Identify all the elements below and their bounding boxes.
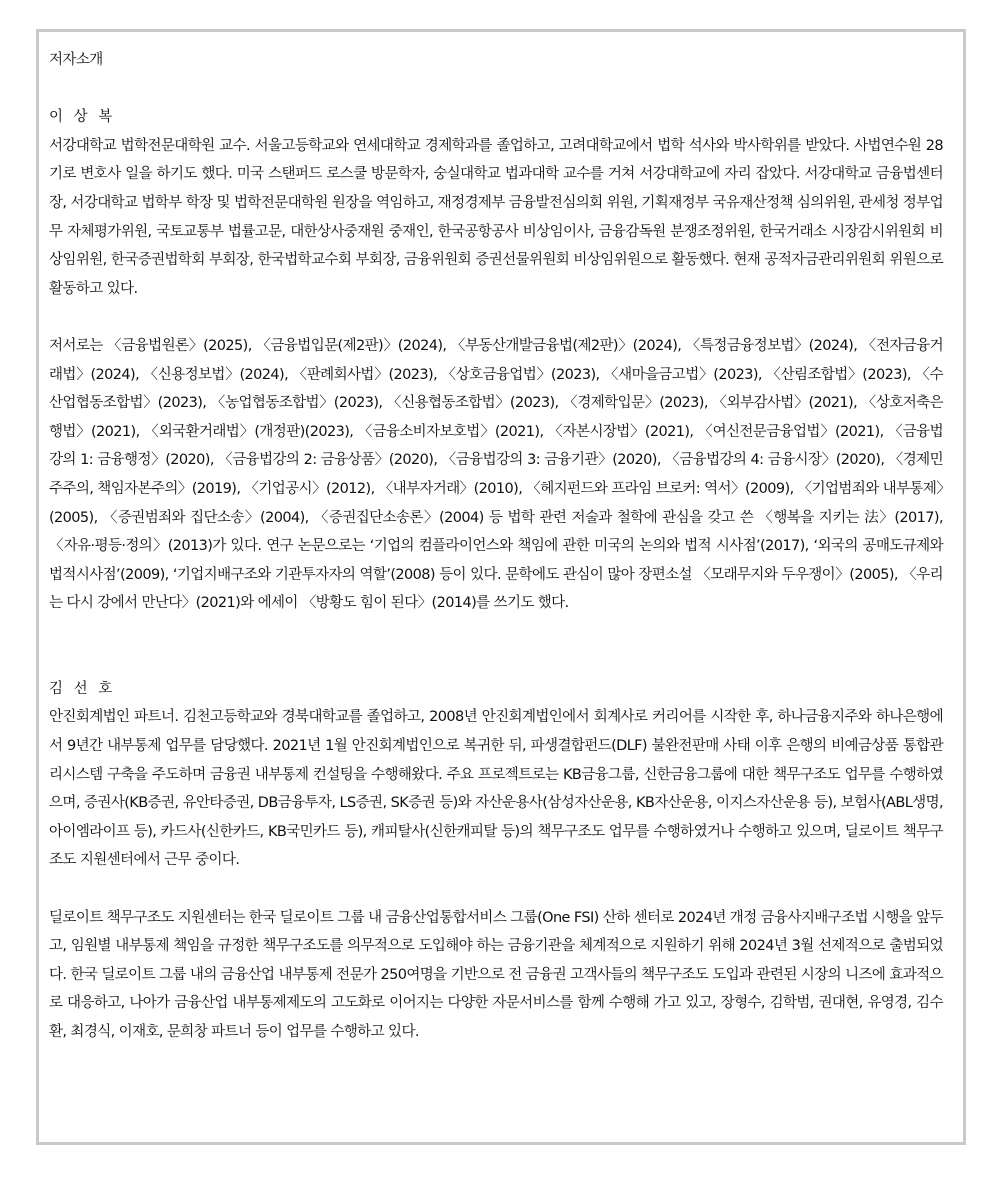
section-heading: 저자소개 <box>49 52 103 68</box>
deloitte-center-description: 딜로이트 책무구조도 지원센터는 한국 딜로이트 그룹 내 금융산업통합서비스 그룹(One FSI) 산하 센터로 2024년 개정 금융사지배구조법 시행을 앞두고, 임원별 내부통제 책임을 규정한 책무구조도를 의무적으로 도입해야 하는 금융기관을 체계적으로 지원하기 위해 2024년 3월 선제적으로 출범되었다. 한국 딜로이트 그룹 내의 금융산업 내부통제 전문가 250여명을 기반으로 전 금융권 고객사들의 책무구조도 도입과 관련된 시장의 니즈에 효과적으로 대응하고, 나아가 금융산업 내부통제제도의 고도화로 이어지는 다양한 자문서비스를 함께 수행해 가고 있고, 장형수, 김학범, 권대현, 유영경, 김수환, 최경식, 이재호, 문희창 파트너 등이 업무를 수행하고 있다. <box>49 909 943 1040</box>
author-name-kim: 김 선 호 <box>49 680 116 697</box>
author-intro-content <box>49 46 943 1047</box>
author-lee-bio: 서강대학교 법학전문대학원 교수. 서울고등학교와 연세대학교 경제학과를 졸업하고, 고려대학교에서 법학 석사와 박사학위를 받았다. 사법연수원 28기로 변호사 일을 하기도 했다. 미국 스탠퍼드 로스쿨 방문학자, 숭실대학교 법과대학 교수를 거쳐 서강대학교에 자리 잡았다. 서강대학교 금융법센터장, 서강대학교 법학부 학장 및 법학전문대학원 원장을 역임하고, 재정경제부 금융발전심의회 위원, 기획재정부 국유재산정책 심의위원, 관세청 정부업무 자체평가위원, 국토교통부 법률고문, 대한상사중재원 중재인, 한국공항공사 비상임이사, 금융감독원 분쟁조정위원, 한국거래소 시장감시위원회 비상임위원, 한국증권법학회 부회장, 한국법학교수회 부회장, 금융위원회 증권선물위원회 비상임위원으로 활동했다. 현재 공적자금관리위원회 위원으로 활동하고 있다. <box>49 137 943 297</box>
spacer <box>49 75 943 104</box>
author-kim-bio: 안진회계법인 파트너. 김천고등학교와 경북대학교를 졸업하고, 2008년 안진회계법인에서 회계사로 커리어를 시작한 후, 하나금융지주와 하나은행에서 9년간 내부통제 업무를 담당했다. 2021년 1월 안진회계법인으로 복귀한 뒤, 파생결합펀드(DLF) 불완전판매 사태 이후 은행의 비예금상품 통합관리시스템 구축을 주도하며 금융권 내부통제 컨설팅을 수행해왔다. 주요 프로젝트로는 KB금융그룹, 신한금융그룹에 대한 책무구조도 업무를 수행하였으며, 증권사(KB증권, 유안타증권, DB금융투자, LS증권, SK증권 등)와 자산운용사(삼성자산운용, KB자산운용, 이지스자산운용 등), 보험사(ABL생명, 아이엠라이프 등), 카드사(신한카드, KB국민카드 등), 캐피탈사(신한캐피탈 등)의 책무구조도 업무를 수행하였거나 수행하고 있으며, 딜로이트 책무구조도 지원센터에서 근무 중이다. <box>49 709 943 869</box>
spacer <box>49 303 943 332</box>
spacer <box>49 618 943 675</box>
author-lee-works: 저서로는 〈금융법원론〉(2025), 〈금융법입문(제2판)〉(2024), 〈부동산개발금융법(제2판)〉(2024), 〈특정금융정보법〉(2024), 〈전자금융거래법〉(2024), 〈신용정보법〉(2024), 〈판례회사법〉(2023), 〈상호금융업법〉(2023), 〈새마을금고법〉(2023), 〈산림조합법〉(2023), 〈수산업협동조합법〉(2023), 〈농업협동조합법〉(2023), 〈신용협동조합법〉(2023), 〈경제학입문〉(2023), 〈외부감사법〉(2021), 〈상호저축은행법〉(2021), 〈외국환거래법〉(개정판)(2023), 〈금융소비자보호법〉(2021), 〈자본시장법〉(2021), 〈여신전문금융업법〉(2021), 〈금융법강의 1: 금융행정〉(2020), 〈금융법강의 2: 금융상품〉(2020), 〈금융법강의 3: 금융기관〉(2020), 〈금융법강의 4: 금융시장〉(2020), 〈경제민주주의, 책임자본주의〉(2019), 〈기업공시〉(2012), 〈내부자거래〉(2010), 〈헤지펀드와 프라임 브로커: 역서〉(2009), 〈기업범죄와 내부통제〉(2005), 〈증권범죄와 집단소송〉(2004), 〈증권집단소송론〉(2004) 등 법학 관련 저술과 철학에 관심을 갖고 쓴 〈행복을 지키는 法〉(2017), 〈자유·평등·정의〉(2013)가 있다. 연구 논문으로는 ‘기업의 컴플라이언스와 책임에 관한 미국의 논의와 법적 시사점’(2017), ‘외국의 공매도규제와 법적시사점’(2009), ‘기업지배구조와 기관투자자의 역할’(2008) 등이 있다. 문학에도 관심이 많아 장편소설 〈모래무지와 두우쟁이〉(2005), 〈우리는 다시 강에서 만난다〉(2021)와 에세이 〈방황도 힘이 된다〉(2014)를 쓰기도 했다. <box>49 337 943 612</box>
author-name-lee: 이 상 복 <box>49 109 116 126</box>
author-intro-box <box>36 29 966 1145</box>
spacer <box>49 875 943 904</box>
